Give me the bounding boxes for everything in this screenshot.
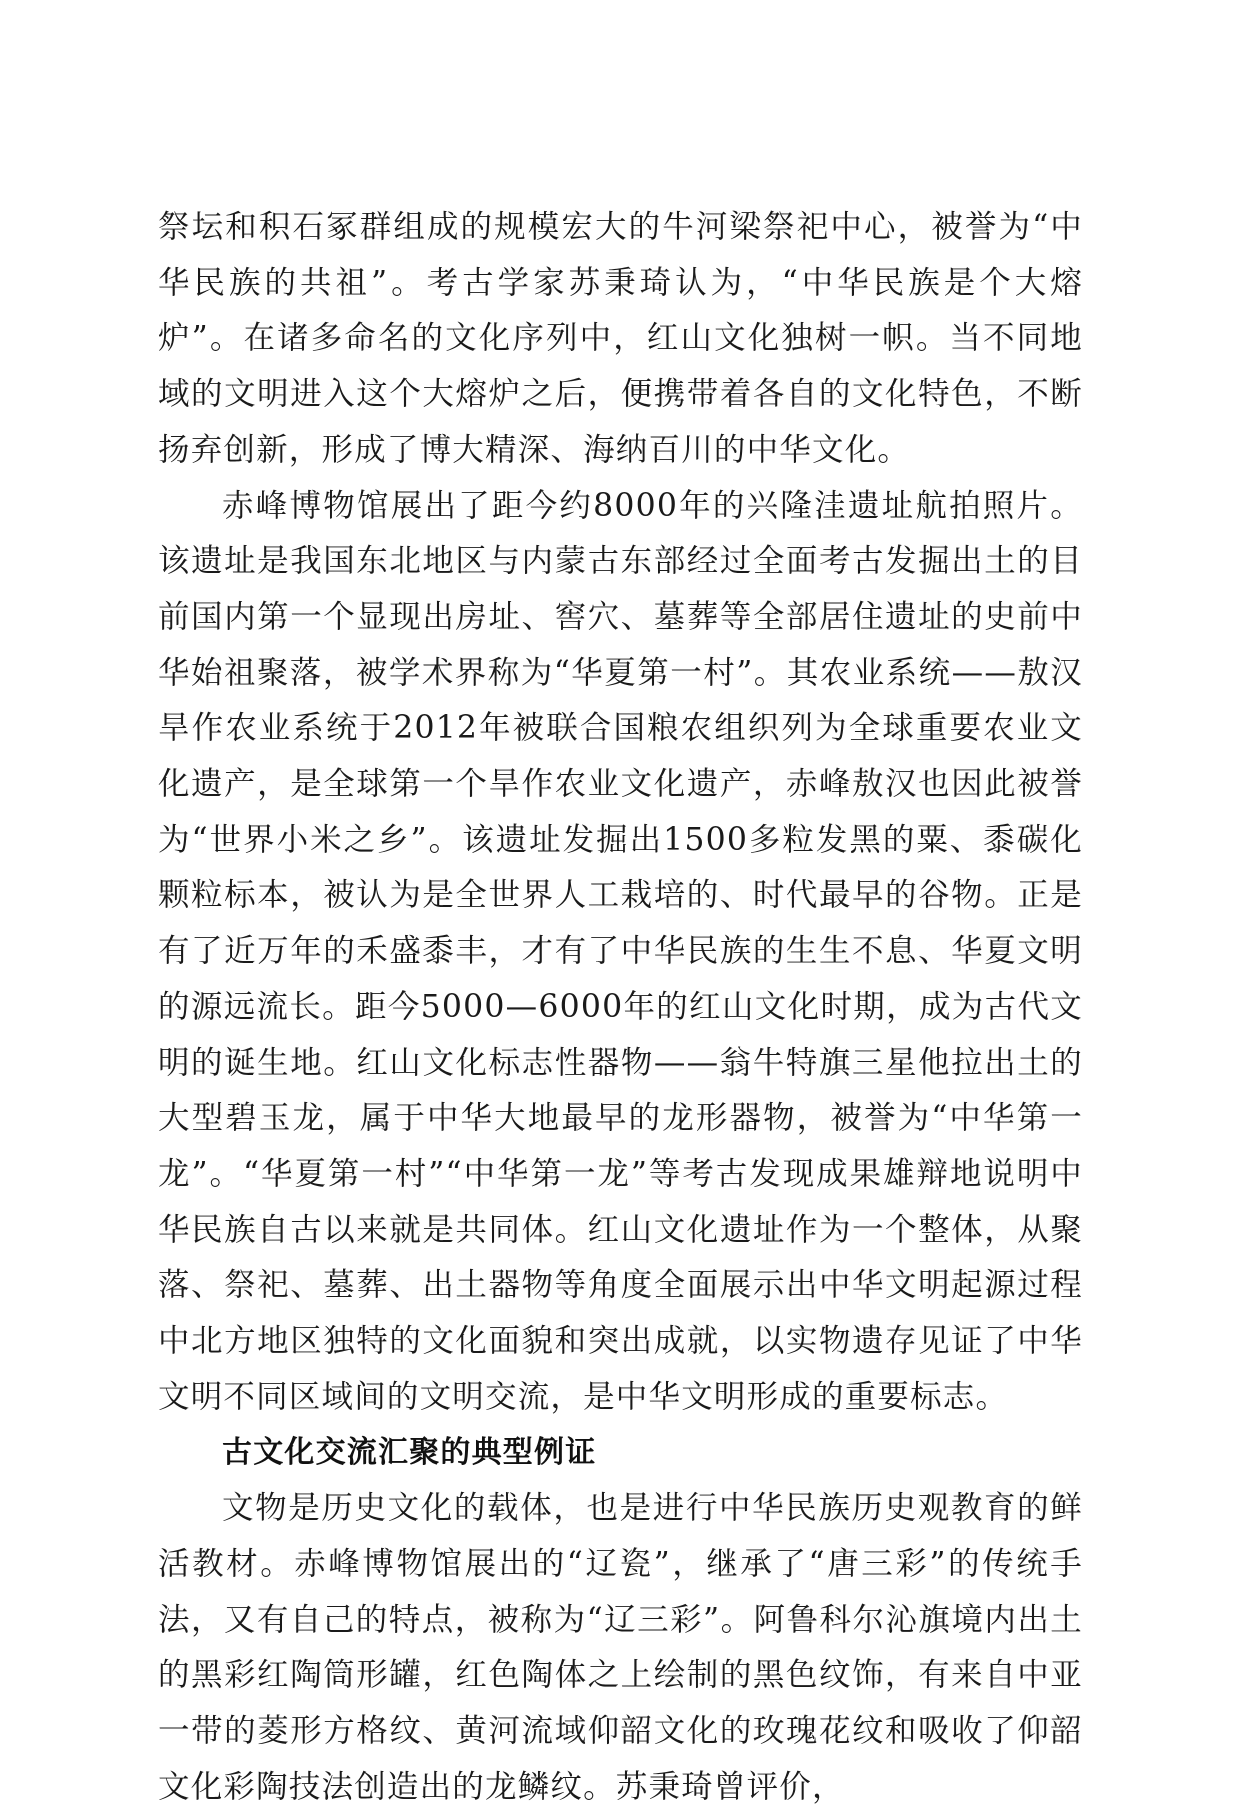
paragraph-cultural-relics: 文物是历史文化的载体，也是进行中华民族历史观教育的鲜活教材。赤峰博物馆展出的“辽瓷”，继承了“唐三彩”的传统手法，又有自己的特点，被称为“辽三彩”。阿鲁科尔沁旗境内出土的黑彩红陶筒形罐，红色陶体之上绘制的黑色纹饰，有来自中亚一带的菱形方格纹、黄河流域仰韶文化的玫瑰花纹和吸收了仰韶文化彩陶技法创造出的龙鳞纹。苏秉琦曾评价，	[158, 1490, 1083, 1805]
paragraph-continuation: 祭坛和积石冢群组成的规模宏大的牛河梁祭祀中心，被誉为“中华民族的共祖”。考古学家苏秉琦认为，“中华民族是个大熔炉”。在诸多命名的文化序列中，红山文化独树一帜。当不同地域的文明进入这个大熔炉之后，便携带着各自的文化特色，不断扬弃创新，形成了博大精深、海纳百川的中华文化。	[158, 209, 1083, 468]
body-text	[158, 200, 1083, 1815]
section-heading: 古文化交流汇聚的典型例证	[222, 1435, 597, 1471]
paragraph-xinglongwa: 赤峰博物馆展出了距今约8000年的兴隆洼遗址航拍照片。该遗址是我国东北地区与内蒙古东部经过全面考古发掘出土的目前国内第一个显现出房址、窖穴、墓葬等全部居住遗址的史前中华始祖聚落，被学术界称为“华夏第一村”。其农业系统——敖汉旱作农业系统于2012年被联合国粮农组织列为全球重要农业文化遗产，是全球第一个旱作农业文化遗产，赤峰敖汉也因此被誉为“世界小米之乡”。该遗址发掘出1500多粒发黑的粟、黍碳化颗粒标本，被认为是全世界人工栽培的、时代最早的谷物。正是有了近万年的禾盛黍丰，才有了中华民族的生生不息、华夏文明的源远流长。距今5000—6000年的红山文化时期，成为古代文明的诞生地。红山文化标志性器物——翁牛特旗三星他拉出土的大型碧玉龙，属于中华大地最早的龙形器物，被誉为“中华第一龙”。“华夏第一村”“中华第一龙”等考古发现成果雄辩地说明中华民族自古以来就是共同体。红山文化遗址作为一个整体，从聚落、祭祀、墓葬、出土器物等角度全面展示出中华文明起源过程中北方地区独特的文化面貌和突出成就，以实物遗存见证了中华文明不同区域间的文明交流，是中华文明形成的重要标志。	[158, 487, 1083, 1415]
